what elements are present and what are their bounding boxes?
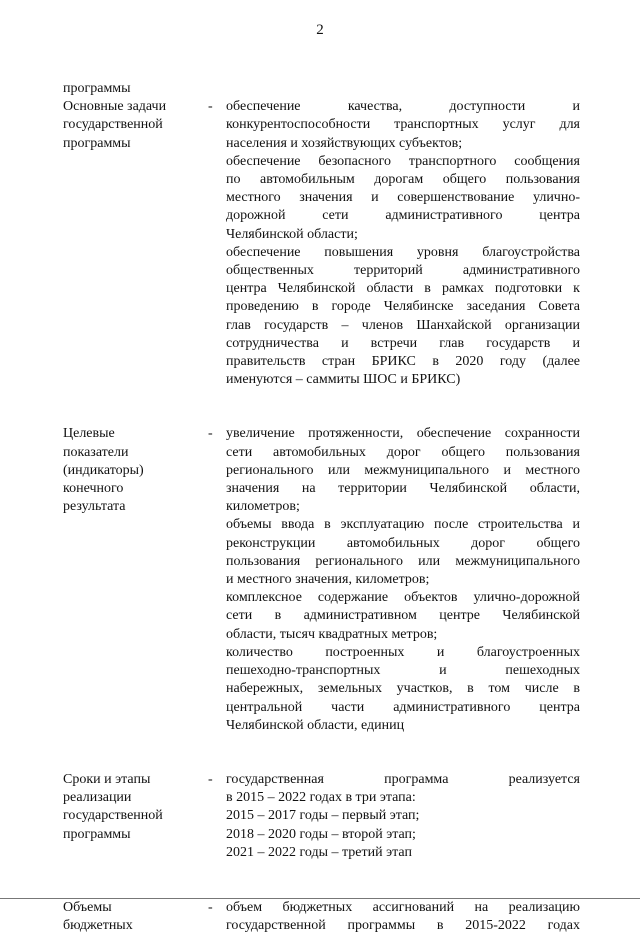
carry-over-row <box>63 80 580 98</box>
label-line: программы <box>63 826 131 842</box>
text-line: Челябинской области; <box>226 226 358 242</box>
paragraph <box>226 807 580 825</box>
text-line: сотрудничества и встречи глав государств и <box>226 335 580 351</box>
text-line: именуются – саммиты ШОС и БРИКС) <box>226 372 461 388</box>
text-line: количество построенных и благоустроенных <box>226 644 580 660</box>
text-line: набережных, земельных участков, в том числе в <box>226 681 580 697</box>
text-line: глав государств – членов Шанхайской организации <box>226 317 580 333</box>
section-value <box>226 425 580 734</box>
text-line: проведению в городе Челябинске заседания Совета <box>226 299 580 315</box>
text-line: и местного значения, километров; <box>226 572 430 588</box>
text-line: реконструкции автомобильных дорог общего <box>226 535 580 551</box>
label-line: государственной <box>63 808 163 824</box>
text-line: дорожной сети административного центра <box>226 208 580 224</box>
page-number: 2 <box>316 22 324 38</box>
passport-table <box>63 80 580 935</box>
paragraph <box>226 899 580 935</box>
text-line: центра Челябинской области в рамках подготовки к <box>226 281 580 297</box>
section-budget-volumes <box>63 899 580 935</box>
section-value <box>226 771 580 862</box>
spacer <box>63 862 580 899</box>
section-label <box>63 425 208 734</box>
text-line: 2015 – 2017 годы – первый этап; <box>226 808 420 824</box>
text-line: 2021 – 2022 годы – третий этап <box>226 844 412 860</box>
text-line: местного значения и совершенствование улично- <box>226 190 580 206</box>
label-line: результата <box>63 499 126 515</box>
paragraph <box>226 516 580 589</box>
text-line: обеспечение качества, доступности и <box>226 99 580 115</box>
paragraph <box>226 244 580 390</box>
label-line: государственной <box>63 117 163 133</box>
text-line: сети в административном центре Челябинской <box>226 608 580 624</box>
text-line: центральной части административного центра <box>226 699 580 715</box>
paragraph <box>226 425 580 516</box>
label-line: показатели <box>63 444 129 460</box>
paragraph <box>226 844 580 862</box>
label-line: программы <box>63 135 131 151</box>
carry-over-label: программы <box>63 81 131 96</box>
text-line: населения и хозяйствующих субъектов; <box>226 135 463 151</box>
section-label <box>63 899 208 935</box>
text-line: обеспечение повышения уровня благоустройства <box>226 244 580 260</box>
text-line: регионального или межмуниципального и местного <box>226 462 580 478</box>
dash-separator: - <box>208 426 213 442</box>
label-line: конечного <box>63 481 124 497</box>
label-line: Объемы <box>63 899 112 915</box>
text-line: пешеходно-транспортных и пешеходных <box>226 663 580 679</box>
text-line: объемы ввода в эксплуатацию после строительства и <box>226 517 580 533</box>
section-target-indicators <box>63 425 580 734</box>
dash-separator: - <box>208 771 213 787</box>
text-line: правительств стран БРИКС в 2020 году (далее <box>226 354 580 370</box>
section-value <box>226 98 580 389</box>
paragraph <box>226 644 580 735</box>
label-line: реализации <box>63 790 132 806</box>
section-label <box>63 771 208 862</box>
text-line: общественных территорий административного <box>226 263 580 279</box>
spacer <box>63 389 580 425</box>
label-line: (индикаторы) <box>63 462 144 478</box>
text-line: конкурентоспособности транспортных услуг для <box>226 117 580 133</box>
section-main-tasks <box>63 98 580 389</box>
text-line: государственная программа реализуется <box>226 771 580 787</box>
text-line: государственной программы в 2015-2022 годах <box>226 918 580 934</box>
section-label <box>63 98 208 389</box>
section-value <box>226 899 580 935</box>
text-line: области, тысяч квадратных метров; <box>226 626 438 642</box>
page-bottom-rule <box>0 898 640 899</box>
paragraph <box>226 826 580 844</box>
label-line: бюджетных <box>63 918 133 934</box>
spacer <box>63 735 580 771</box>
text-line: по автомобильным дорогам общего пользования <box>226 172 580 188</box>
paragraph <box>226 589 580 644</box>
text-line: комплексное содержание объектов улично-дорожной <box>226 590 580 606</box>
text-line: километров; <box>226 499 300 515</box>
paragraph <box>226 98 580 153</box>
label-line: Целевые <box>63 426 115 442</box>
text-line: пользования регионального или межмуниципального <box>226 553 580 569</box>
label-line: Сроки и этапы <box>63 771 151 787</box>
section-timeline <box>63 771 580 862</box>
text-line: 2018 – 2020 годы – второй этап; <box>226 826 416 842</box>
dash-separator: - <box>208 99 213 115</box>
label-line: Основные задачи <box>63 99 167 115</box>
text-line: увеличение протяженности, обеспечение сохранности <box>226 426 580 442</box>
text-line: объем бюджетных ассигнований на реализацию <box>226 899 580 915</box>
paragraph <box>226 153 580 244</box>
paragraph <box>226 771 580 807</box>
text-line: значения на территории Челябинской области, <box>226 481 580 497</box>
text-line: сети автомобильных дорог общего пользования <box>226 444 580 460</box>
text-line: в 2015 – 2022 годах в три этапа: <box>226 790 416 806</box>
text-line: обеспечение безопасного транспортного сообщения <box>226 153 580 169</box>
dash-separator: - <box>208 899 213 915</box>
text-line: Челябинской области, единиц <box>226 717 405 733</box>
